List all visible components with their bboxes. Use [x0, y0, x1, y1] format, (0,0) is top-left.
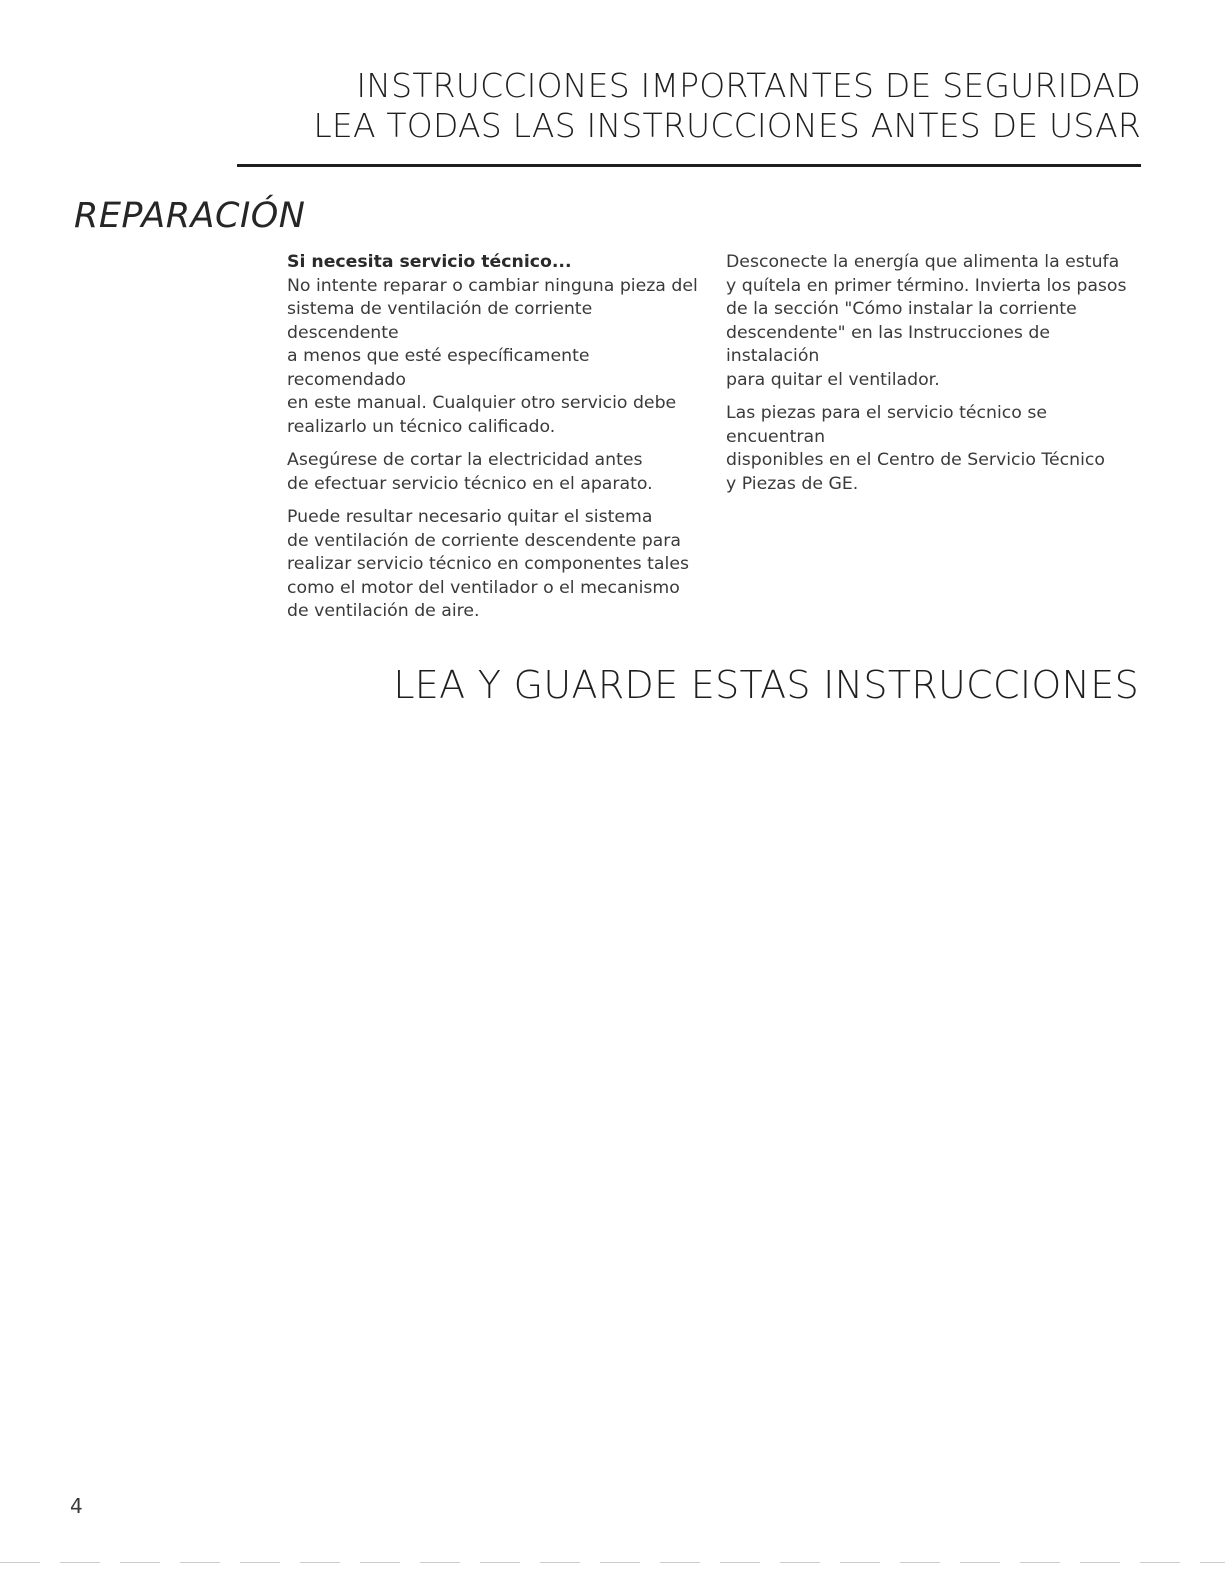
left-column [287, 251, 707, 634]
paragraph: Puede resultar necesario quitar el sistema de ventilación de corriente descendente para realizar servicio técnico en componentes tales como el motor del ventilador o el mecanismo de ventilación de aire. [287, 507, 689, 621]
page-number: 4 [70, 1494, 83, 1518]
section-title: REPARACIÓN [74, 196, 306, 236]
lead-heading: Si necesita servicio técnico... [287, 252, 572, 272]
right-column [726, 251, 1146, 506]
paragraph: Las piezas para el servicio técnico se encuentran disponibles en el Centro de Servicio Técnico y Piezas de GE. [726, 403, 1105, 494]
paragraph: No intente reparar o cambiar ninguna pieza del sistema de ventilación de corriente descendente a menos que esté específicamente recomendado en este manual. Cualquier otro servicio debe realizarlo un técnico calificado. [287, 275, 698, 437]
paragraph: Asegúrese de cortar la electricidad antes de efectuar servicio técnico en el aparato. [287, 450, 653, 494]
header-title: INSTRUCCIONES IMPORTANTES DE SEGURIDAD [356, 66, 1141, 105]
page-header [313, 66, 1141, 146]
scan-edge-divider [0, 1562, 1225, 1563]
footer-heading: LEA Y GUARDE ESTAS INSTRUCCIONES [393, 663, 1139, 707]
header-divider [237, 164, 1141, 167]
paragraph: Desconecte la energía que alimenta la estufa y quítela en primer término. Invierta los pasos de la sección "Cómo instalar la corriente descendente" en las Instrucciones de instalación para quitar el ventilador. [726, 252, 1127, 390]
header-subtitle: LEA TODAS LAS INSTRUCCIONES ANTES DE USAR [313, 106, 1141, 145]
